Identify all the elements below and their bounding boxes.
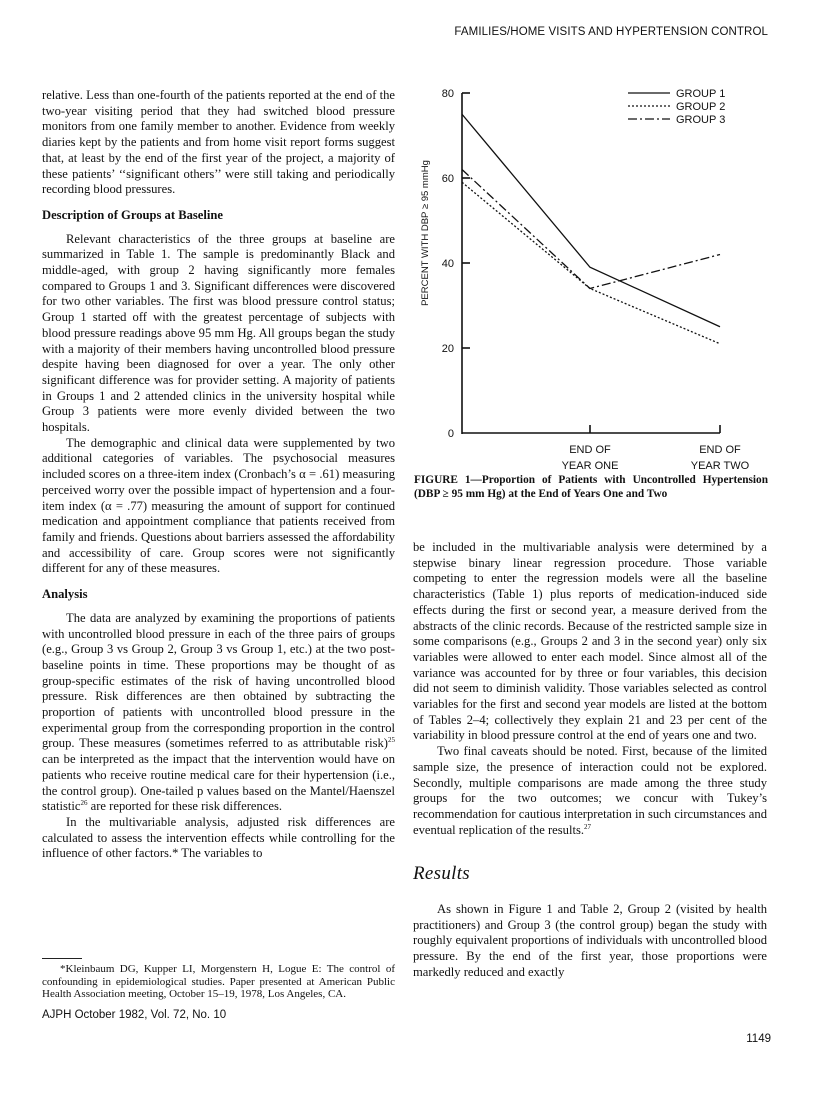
legend-label-3: GROUP 3 bbox=[676, 114, 726, 126]
y-tick-label: 20 bbox=[441, 343, 454, 355]
legend-label-1: GROUP 1 bbox=[676, 88, 726, 100]
x-tick-label: END OF bbox=[569, 444, 611, 456]
paragraph: be included in the multivariable analysis were determined by a stepwise binary linear regression procedure. Those variable competing to enter the regression models were all the baseline characteristics (Table 1) plus reports of medication-induced side effects during the first or second year, a measure derived from the abstracts of the clinic records. Because of the restricted sample size in some comparisons (e.g., Groups 2 and 3 in the second year) only six variables were allowed to enter each model. Since almost all of the variance was accounted for by three or four variables, this decision did not seem to diminish validity. Those variables selected as control variables for the first and second year models are listed at the bottom of Tables 2–4; collectively they explain 21 and 23 per cent of the variability in blood pressure control at the end of years one and two. bbox=[413, 540, 767, 743]
page-number: 1149 bbox=[746, 1033, 771, 1045]
paragraph: relative. Less than one-fourth of the patients reported at the end of the two-year visiting period that they had switched blood pressure monitors from one family member to another. Evidence from weekly diaries kept by the patients and from home visit report forms suggest that, at least by the end of the first year of the project, a majority of these patients’ ‘‘significant others’’ were still taking and periodically recording blood pressures. bbox=[42, 88, 395, 197]
citation-ref: 26 bbox=[80, 799, 88, 808]
footnote-rule bbox=[42, 958, 82, 959]
y-axis-label: PERCENT WITH DBP ≥ 95 mmHg bbox=[420, 160, 431, 306]
x-tick-label: END OF bbox=[699, 444, 741, 456]
series-line-3 bbox=[462, 170, 720, 289]
paragraph bbox=[42, 611, 395, 815]
x-tick-label: YEAR ONE bbox=[561, 460, 619, 472]
citation-ref: 25 bbox=[388, 736, 395, 745]
section-heading: Description of Groups at Baseline bbox=[42, 207, 223, 222]
journal-footer: AJPH October 1982, Vol. 72, No. 10 bbox=[42, 1009, 227, 1021]
text-run: Two final caveats should be noted. First, because of the limited sample size, the presence of interaction could not be explored. Secondly, multiple comparisons are made among the three study groups for the two outcomes; we concur with Tukey’s recommendation for cautious interpretation in such circumstances and eventual replication of the results. bbox=[413, 744, 767, 837]
paragraph: As shown in Figure 1 and Table 2, Group 2 (visited by health practitioners) and Group 3 (the control group) began the study with roughly equivalent proportions of individuals with uncontrolled blood pressure. By the end of the first year, those proportions were markedly reduced and exactly bbox=[413, 902, 767, 979]
series-line-2 bbox=[462, 182, 720, 344]
series-line-1 bbox=[462, 114, 720, 327]
footnote: *Kleinbaum DG, Kupper LI, Morgenstern H, Logue E: The control of confounding in epidemiological studies. Paper presented at American Public Health Association meeting, October 15–19, 1978, Los Angeles, CA. bbox=[42, 963, 395, 1001]
paragraph: Relevant characteristics of the three groups at baseline are summarized in Table 1. The sample is predominantly Black and middle-aged, with group 2 having significantly more females compared to Groups 1 and 3. Significant differences were discovered for two other variables. The first was blood pressure control status; Group 1 started off with the greatest percentage of subjects with blood pressure readings above 95 mm Hg. All groups began the study with a majority of their members having uncontrolled blood pressure despite having been diagnosed for over a year. The only other significant difference was for provider setting. A majority of patients in Groups 1 and 2 attended clinics in the university hospital while Group 3 patients were more evenly divided between the two hospitals. bbox=[42, 231, 395, 435]
y-tick-label: 60 bbox=[441, 173, 454, 185]
right-column bbox=[413, 540, 767, 981]
text-run: The data are analyzed by examining the proportions of patients with uncontrolled blood pressure in each of the three pairs of groups (e.g., Group 3 vs Group 2, Group 3 vs Group 1, etc.) at the two post-baseline points in time. These proportions may be thought of as group-specific estimates of the risk of having uncontrolled blood pressure. Risk differences are then obtained by subtracting the proportion of patients with uncontrolled blood pressure in the experimental group from the corresponding proportion in the control group. These measures (sometimes referred to as attributable risk) bbox=[42, 610, 395, 751]
section-heading-results: Results bbox=[413, 863, 470, 885]
text-run: can be interpreted as the impact that the intervention would have on patients who receive routine medical care for their hypertension (i.e., the control group). One-tailed p values based on the Mantel/Haenszel statistic bbox=[42, 752, 395, 814]
paragraph bbox=[413, 744, 767, 838]
legend-label-2: GROUP 2 bbox=[676, 101, 726, 113]
section-heading: Analysis bbox=[42, 587, 88, 602]
paragraph: The demographic and clinical data were supplemented by two additional categories of variables. The psychosocial measures included scores on a three-item index (Cronbach’s α = .61) measuring perceived worry over the possible impact of hypertension and a four-item index (α = .77) measuring the amount of support for continued medication and appointment compliance that patients received from family and friends. Questions about barriers assessed the affordability and accessibility of care. Group scores were not significantly different for any of these measures. bbox=[42, 435, 395, 576]
citation-ref: 27 bbox=[584, 822, 592, 831]
y-tick-label: 0 bbox=[447, 428, 454, 440]
text-run: are reported for these risk differences. bbox=[87, 799, 283, 814]
figure-caption: FIGURE 1—Proportion of Patients with Uncontrolled Hypertension (DBP ≥ 95 mm Hg) at the End of Years One and Two bbox=[414, 474, 768, 500]
y-tick-label: 80 bbox=[441, 88, 454, 100]
y-tick-label: 40 bbox=[441, 258, 454, 270]
running-head: FAMILIES/HOME VISITS AND HYPERTENSION CONTROL bbox=[454, 26, 768, 38]
x-tick-label: YEAR TWO bbox=[690, 460, 750, 472]
paragraph: In the multivariable analysis, adjusted risk differences are calculated to assess the intervention effects while controlling for the influence of other factors.* The variables to bbox=[42, 814, 395, 861]
left-column bbox=[42, 88, 395, 862]
figure-1 bbox=[410, 80, 780, 500]
line-chart bbox=[410, 80, 780, 480]
